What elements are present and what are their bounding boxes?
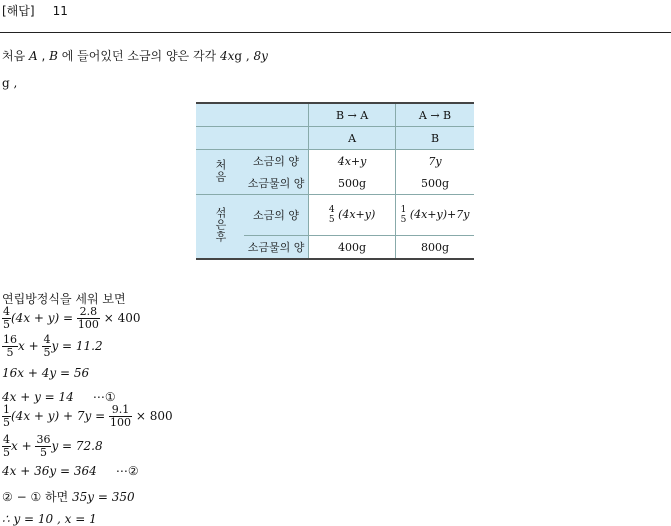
eq-part: y = 11.2 — [51, 339, 103, 353]
group-after — [196, 195, 244, 260]
eq-part: 4x + 36y = 364 — [2, 464, 97, 478]
equation-6 — [2, 434, 103, 459]
frac-num: 4 — [328, 205, 335, 215]
salt-a-value: 4x — [219, 49, 235, 63]
var-a: A — [29, 49, 38, 63]
eq-part: x + — [18, 339, 43, 353]
eq-part: 4x + y = 14 — [2, 390, 74, 404]
fraction — [2, 404, 11, 429]
equation-3: 16x + 4y = 56 — [2, 366, 90, 380]
fraction-4-5 — [329, 205, 335, 225]
expr-b: (4x+y)+7y — [409, 208, 470, 221]
equation-marker-1: ⋯① — [92, 390, 116, 404]
problem-number: 11 — [52, 4, 68, 18]
fraction — [2, 334, 18, 359]
sub-header-a: A — [309, 127, 396, 150]
cell-water-b-after: 800g — [396, 236, 474, 260]
group-after-label: 섞은후 — [214, 207, 227, 243]
group-first-label: 처음 — [214, 158, 227, 183]
eq-part: 하면 — [41, 490, 73, 504]
frac-num: 1 — [400, 205, 407, 215]
cell-salt-a-after — [309, 195, 396, 236]
header-a-to-b: A → B — [396, 103, 474, 127]
fraction — [77, 306, 100, 331]
den: 100 — [110, 416, 132, 429]
num: 4 — [3, 433, 10, 446]
intro-prefix: 처음 — [2, 49, 29, 63]
row-water-after: 소금물의 양 — [244, 236, 309, 260]
row-water-first: 소금물의 양 — [244, 172, 309, 195]
frac-den: 5 — [400, 215, 407, 225]
den: 5 — [3, 446, 10, 459]
num: 9.1 — [109, 404, 132, 417]
num: 4 — [43, 333, 51, 346]
answer-header — [2, 2, 68, 19]
equation-5 — [2, 404, 173, 429]
num: 16 — [3, 333, 17, 346]
salt-table — [196, 102, 474, 260]
fraction — [109, 404, 132, 429]
den: 5 — [39, 446, 47, 459]
salt-b-value: 8y — [253, 49, 268, 63]
row-salt-first: 소금의 양 — [244, 150, 309, 173]
work-title: 연립방정식을 세워 보면 — [2, 292, 126, 306]
corner-cell — [196, 103, 309, 127]
cell-water-b-first: 500g — [396, 172, 474, 195]
group-first — [196, 150, 244, 195]
equation-7 — [2, 464, 139, 478]
cell-salt-a-first: 4x+y — [309, 150, 396, 173]
intro-text — [2, 48, 268, 91]
num: 4 — [3, 305, 10, 318]
den: 5 — [3, 318, 10, 331]
unit-1: g , — [234, 49, 254, 63]
eq-part: (4x + y) + 7y = — [11, 409, 110, 423]
fraction — [2, 434, 11, 459]
fraction-1-5 — [401, 205, 407, 225]
expr-a: (4x+y) — [338, 208, 376, 221]
intro-sep: , — [37, 49, 50, 63]
fraction — [35, 434, 51, 459]
corner-cell-2 — [196, 127, 309, 150]
intro-mid: 에 들어있던 소금의 양은 각각 — [57, 49, 220, 63]
var-b: B — [49, 49, 58, 63]
cell-water-a-first: 500g — [309, 172, 396, 195]
header-b-to-a: B → A — [309, 103, 396, 127]
eq-part: × 800 — [132, 409, 173, 423]
den: 5 — [43, 346, 51, 359]
equation-1 — [2, 306, 141, 331]
den: 5 — [3, 416, 10, 429]
equation-2 — [2, 334, 103, 359]
eq-part: 35y = 350 — [72, 490, 135, 504]
fraction — [2, 306, 11, 331]
equation-marker-2: ⋯② — [115, 464, 139, 478]
eq-part: y = 72.8 — [51, 439, 103, 453]
frac-den: 5 — [328, 215, 335, 225]
equation-8 — [2, 488, 135, 505]
eq-part: x + — [11, 439, 36, 453]
num: 2.8 — [77, 306, 100, 319]
final-answer: ∴ y = 10 , x = 1 — [2, 512, 97, 526]
row-salt-after: 소금의 양 — [244, 195, 309, 236]
cell-water-a-after: 400g — [309, 236, 396, 260]
cell-salt-b-after — [396, 195, 474, 236]
intro-line2: g , — [2, 76, 18, 90]
num: 36 — [36, 433, 51, 446]
cell-salt-b-first: 7y — [428, 154, 442, 168]
equation-4 — [2, 390, 116, 404]
eq-part: ② − ① — [2, 490, 42, 504]
eq-part: (4x + y) = — [11, 311, 77, 325]
num: 1 — [3, 403, 10, 416]
den: 5 — [6, 346, 14, 359]
sub-header-b: B — [396, 127, 474, 150]
den: 100 — [77, 318, 99, 331]
answer-label: [해답] — [2, 4, 35, 18]
eq-part: × 400 — [99, 311, 141, 325]
divider — [0, 32, 671, 33]
